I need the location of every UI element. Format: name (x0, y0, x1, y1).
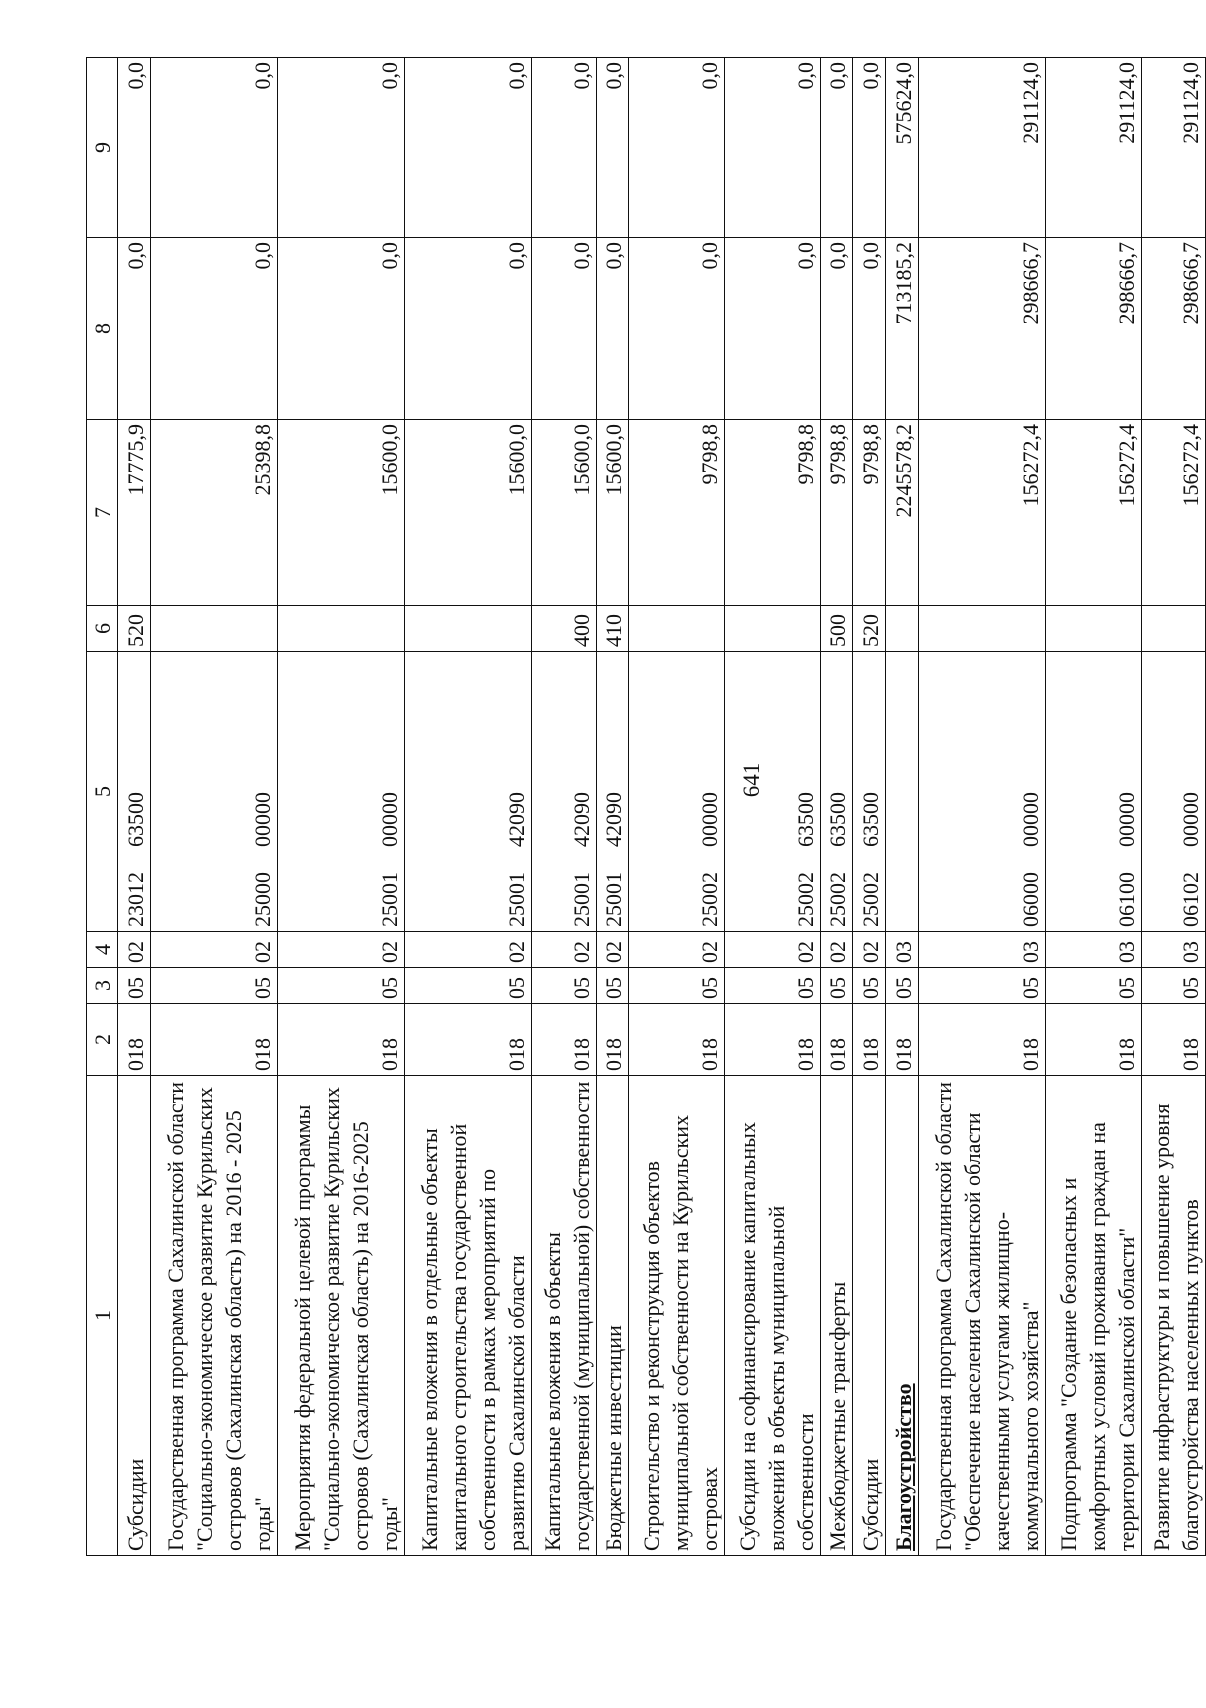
header-cell: 2 (87, 1004, 118, 1076)
code-cell-3: 05 (918, 968, 1045, 1004)
amount-cell-9: 0,0 (277, 58, 404, 238)
code-cell-6: 410 (596, 606, 629, 652)
code-cell-6: 500 (820, 606, 853, 652)
code-cell-2: 018 (725, 1004, 821, 1076)
amount-cell-9: 575624,0 (886, 58, 919, 238)
table-row (532, 58, 596, 1556)
code-cell-5 (405, 652, 532, 932)
row-name-cell: Государственная программа Сахалинской области "Обеспечение населения Сахалинской области качественными услугами жилищно-коммунального хозяйства" (918, 1076, 1045, 1556)
code-cell-6: 520 (853, 606, 886, 652)
code-cell-5 (886, 652, 919, 932)
rotated-table-container (86, 58, 1206, 1556)
code-cell-3: 05 (277, 968, 404, 1004)
code-cell-4: 02 (629, 932, 725, 968)
code-cell-4: 02 (725, 932, 821, 968)
code-cell-5 (118, 652, 151, 932)
code-cell-5 (629, 652, 725, 932)
code-cell-5 (1045, 652, 1141, 932)
code-cell-6 (725, 606, 821, 652)
code-cell-2: 018 (918, 1004, 1045, 1076)
row-name-cell: Строительство и реконструкция объектов муниципальной собственности на Курильских островах (629, 1076, 725, 1556)
expense-direction-code: 00000 (1017, 792, 1043, 847)
code-cell-4: 03 (886, 932, 919, 968)
amount-cell-9: 0,0 (150, 58, 277, 238)
code-cell-5 (725, 652, 821, 932)
row-name-cell: Капитальные вложения в объекты государственной (муниципальной) собственности (532, 1076, 596, 1556)
amount-cell-8: 298666,7 (918, 238, 1045, 420)
code-cell-2: 018 (1045, 1004, 1141, 1076)
page-number: 641 (739, 762, 764, 798)
amount-cell-9: 0,0 (405, 58, 532, 238)
amount-cell-7: 156272,4 (1141, 420, 1205, 606)
target-article-code: 23012 (122, 872, 148, 927)
row-name-cell: Капитальные вложения в отдельные объекты капитального строительства государственной собственности в рамках мероприятий по развитию Сахалинской области (405, 1076, 532, 1556)
header-cell: 6 (87, 606, 118, 652)
budget-table (86, 57, 1206, 1556)
amount-cell-9: 291124,0 (918, 58, 1045, 238)
table-row (629, 58, 725, 1556)
row-name-cell: Благоустройство (886, 1076, 919, 1556)
table-row (1141, 58, 1205, 1556)
code-cell-4: 02 (532, 932, 596, 968)
header-cell: 7 (87, 420, 118, 606)
code-cell-2: 018 (820, 1004, 853, 1076)
expense-direction-code: 42090 (504, 792, 530, 847)
table-row (853, 58, 886, 1556)
code-cell-4: 02 (820, 932, 853, 968)
amount-cell-8: 0,0 (853, 238, 886, 420)
code-cell-5 (820, 652, 853, 932)
table-row (118, 58, 151, 1556)
amount-cell-7: 9798,8 (725, 420, 821, 606)
amount-cell-8: 0,0 (405, 238, 532, 420)
amount-cell-9: 0,0 (853, 58, 886, 238)
amount-cell-9: 0,0 (820, 58, 853, 238)
expense-direction-code: 63500 (825, 792, 851, 847)
code-cell-4: 03 (918, 932, 1045, 968)
code-cell-3: 05 (886, 968, 919, 1004)
amount-cell-7: 15600,0 (596, 420, 629, 606)
code-cell-3: 05 (1045, 968, 1141, 1004)
target-article-code: 06000 (1017, 872, 1043, 927)
code-cell-3: 05 (405, 968, 532, 1004)
row-name-cell: Субсидии на софинансирование капитальных вложений в объекты муниципальной собственности (725, 1076, 821, 1556)
code-cell-3: 05 (820, 968, 853, 1004)
amount-cell-8: 0,0 (820, 238, 853, 420)
target-article-code: 06102 (1178, 872, 1203, 927)
row-name-cell: Мероприятия федеральной целевой программы "Социально-экономическое развитие Курильских островов (Сахалинская область) на 2016-2025 годы" (277, 1076, 404, 1556)
amount-cell-8: 713185,2 (886, 238, 919, 420)
header-row (87, 58, 118, 1556)
row-name-cell: Бюджетные инвестиции (596, 1076, 629, 1556)
amount-cell-8: 0,0 (532, 238, 596, 420)
code-cell-3: 05 (596, 968, 629, 1004)
table-row (150, 58, 277, 1556)
table-row (1045, 58, 1141, 1556)
amount-cell-7: 156272,4 (1045, 420, 1141, 606)
amount-cell-7: 9798,8 (820, 420, 853, 606)
code-cell-2: 018 (596, 1004, 629, 1076)
header-cell: 5 (87, 652, 118, 932)
header-cell: 9 (87, 58, 118, 238)
code-cell-4: 02 (277, 932, 404, 968)
code-cell-4: 03 (1141, 932, 1205, 968)
amount-cell-7: 25398,8 (150, 420, 277, 606)
expense-direction-code: 00000 (377, 792, 403, 847)
row-name-cell: Субсидии (853, 1076, 886, 1556)
code-cell-6 (918, 606, 1045, 652)
code-cell-2: 018 (405, 1004, 532, 1076)
amount-cell-8: 0,0 (150, 238, 277, 420)
code-cell-2: 018 (277, 1004, 404, 1076)
amount-cell-7: 15600,0 (277, 420, 404, 606)
code-cell-5 (150, 652, 277, 932)
row-name-cell: Субсидии (118, 1076, 151, 1556)
code-cell-5 (277, 652, 404, 932)
target-article-code: 25001 (568, 872, 594, 927)
code-cell-4: 02 (118, 932, 151, 968)
amount-cell-8: 298666,7 (1045, 238, 1141, 420)
expense-direction-code: 00000 (249, 792, 275, 847)
amount-cell-9: 0,0 (118, 58, 151, 238)
code-cell-2: 018 (150, 1004, 277, 1076)
code-cell-2: 018 (629, 1004, 725, 1076)
code-cell-3: 05 (150, 968, 277, 1004)
table-row (405, 58, 532, 1556)
code-cell-5 (1141, 652, 1205, 932)
code-cell-3: 05 (725, 968, 821, 1004)
code-cell-3: 05 (118, 968, 151, 1004)
amount-cell-9: 0,0 (629, 58, 725, 238)
amount-cell-7: 15600,0 (532, 420, 596, 606)
expense-direction-code: 00000 (1178, 792, 1203, 847)
code-cell-3: 05 (1141, 968, 1205, 1004)
target-article-code: 25002 (792, 872, 818, 927)
amount-cell-7: 9798,8 (629, 420, 725, 606)
code-cell-5 (532, 652, 596, 932)
code-cell-3: 05 (853, 968, 886, 1004)
row-name-cell: Подпрограмма "Создание безопасных и комфортных условий проживания граждан на территории Сахалинской области" (1045, 1076, 1141, 1556)
code-cell-5 (596, 652, 629, 932)
code-cell-5 (853, 652, 886, 932)
target-article-code: 25000 (249, 872, 275, 927)
code-cell-2: 018 (532, 1004, 596, 1076)
amount-cell-8: 0,0 (596, 238, 629, 420)
expense-direction-code: 63500 (858, 792, 883, 847)
amount-cell-8: 0,0 (629, 238, 725, 420)
amount-cell-7: 17775,9 (118, 420, 151, 606)
code-cell-3: 05 (532, 968, 596, 1004)
target-article-code: 25002 (825, 872, 851, 927)
amount-cell-9: 0,0 (725, 58, 821, 238)
target-article-code: 06100 (1113, 872, 1139, 927)
amount-cell-7: 2245578,2 (886, 420, 919, 606)
header-cell: 4 (87, 932, 118, 968)
expense-direction-code: 63500 (122, 792, 148, 847)
row-name-cell: Государственная программа Сахалинской области "Социально-экономическое развитие Курильских островов (Сахалинская область) на 2016 - 2025 годы" (150, 1076, 277, 1556)
amount-cell-8: 0,0 (118, 238, 151, 420)
row-name-cell: Межбюджетные трансферты (820, 1076, 853, 1556)
code-cell-6: 520 (118, 606, 151, 652)
amount-cell-8: 0,0 (277, 238, 404, 420)
header-cell: 3 (87, 968, 118, 1004)
expense-direction-code: 42090 (568, 792, 594, 847)
code-cell-6 (886, 606, 919, 652)
expense-direction-code: 00000 (1113, 792, 1139, 847)
amount-cell-9: 0,0 (596, 58, 629, 238)
code-cell-2: 018 (1141, 1004, 1205, 1076)
target-article-code: 25002 (858, 872, 883, 927)
table-row (277, 58, 404, 1556)
code-cell-2: 018 (853, 1004, 886, 1076)
code-cell-4: 02 (405, 932, 532, 968)
code-cell-6 (629, 606, 725, 652)
code-cell-6 (150, 606, 277, 652)
amount-cell-8: 0,0 (725, 238, 821, 420)
target-article-code: 25001 (601, 872, 627, 927)
table-row (918, 58, 1045, 1556)
code-cell-6 (405, 606, 532, 652)
code-cell-6 (277, 606, 404, 652)
code-cell-4: 02 (150, 932, 277, 968)
target-article-code: 25001 (504, 872, 530, 927)
code-cell-5 (918, 652, 1045, 932)
code-cell-2: 018 (118, 1004, 151, 1076)
code-cell-4: 03 (1045, 932, 1141, 968)
code-cell-2: 018 (886, 1004, 919, 1076)
row-name-cell: Развитие инфраструктуры и повышение уровня благоустройства населенных пунктов (1141, 1076, 1205, 1556)
expense-direction-code: 42090 (601, 792, 627, 847)
target-article-code: 25001 (377, 872, 403, 927)
code-cell-6 (1141, 606, 1205, 652)
amount-cell-8: 298666,7 (1141, 238, 1205, 420)
code-cell-6: 400 (532, 606, 596, 652)
amount-cell-9: 291124,0 (1141, 58, 1205, 238)
target-article-code: 25002 (697, 872, 723, 927)
code-cell-6 (1045, 606, 1141, 652)
code-cell-4: 02 (853, 932, 886, 968)
amount-cell-7: 9798,8 (853, 420, 886, 606)
expense-direction-code: 63500 (792, 792, 818, 847)
code-cell-4: 02 (596, 932, 629, 968)
header-cell: 8 (87, 238, 118, 420)
table-row (886, 58, 919, 1556)
amount-cell-7: 156272,4 (918, 420, 1045, 606)
expense-direction-code: 00000 (697, 792, 723, 847)
table-row (725, 58, 821, 1556)
amount-cell-9: 0,0 (532, 58, 596, 238)
amount-cell-7: 15600,0 (405, 420, 532, 606)
table-row (596, 58, 629, 1556)
amount-cell-9: 291124,0 (1045, 58, 1141, 238)
header-cell: 1 (87, 1076, 118, 1556)
table-row (820, 58, 853, 1556)
code-cell-3: 05 (629, 968, 725, 1004)
